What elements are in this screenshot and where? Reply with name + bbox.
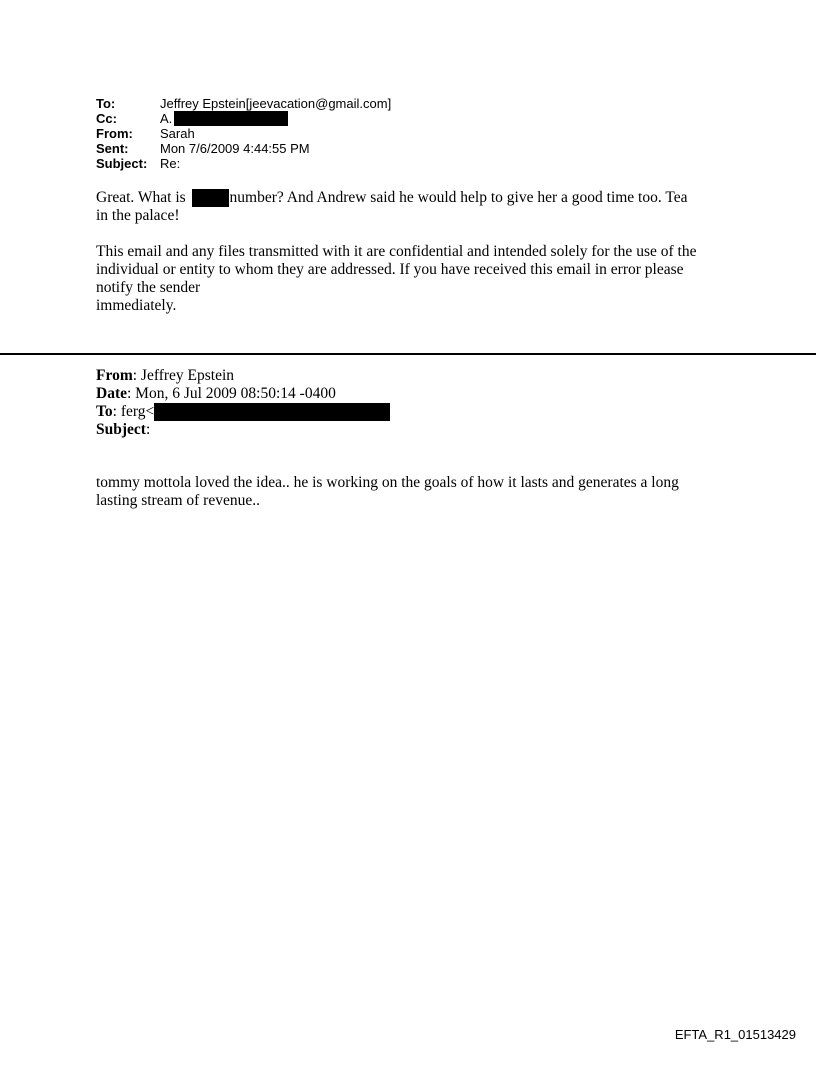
quoted-subject-label: Subject: [96, 421, 146, 438]
sent-value: Mon 7/6/2009 4:44:55 PM: [160, 141, 310, 156]
sent-label: Sent:: [96, 141, 129, 156]
quoted-to-row: [96, 403, 390, 421]
disclaimer: [96, 243, 736, 315]
redaction-box: [174, 111, 288, 126]
from-row: [96, 126, 391, 141]
to-row: [96, 96, 391, 111]
message-text-middle: number? And Andrew said he would help to give her a good time too. Tea: [229, 189, 688, 206]
cc-label: Cc:: [96, 111, 117, 126]
document-id: EFTA_R1_01513429: [674, 1027, 796, 1042]
to-label: To:: [96, 96, 116, 111]
quoted-message: [96, 474, 736, 510]
message-paragraph: [96, 189, 736, 225]
subject-label: Subject:: [96, 156, 148, 171]
quoted-from-row: [96, 367, 390, 385]
quoted-to-label: To: [96, 403, 113, 420]
quoted-from-value: : Jeffrey Epstein: [132, 367, 235, 384]
quoted-subject-row: [96, 421, 390, 439]
redaction-box: [192, 189, 229, 207]
disclaimer-line: This email and any files transmitted with it are confidential and intended solely for the use of the: [96, 243, 697, 260]
divider: [0, 353, 816, 355]
disclaimer-line: notify the sender: [96, 279, 201, 296]
subject-row: [96, 156, 391, 171]
redaction-box: [154, 403, 390, 421]
from-label: From:: [96, 126, 133, 141]
sent-row: [96, 141, 391, 156]
quoted-from-label: From: [96, 367, 133, 384]
disclaimer-line: individual or entity to whom they are addressed. If you have received this email in error please: [96, 261, 684, 278]
quoted-date-label: Date: [96, 385, 127, 402]
quoted-date-value: : Mon, 6 Jul 2009 08:50:14 -0400: [127, 385, 336, 402]
cc-row: [96, 111, 391, 126]
cc-value: A.: [160, 111, 173, 126]
email-header: [96, 96, 391, 171]
to-value: Jeffrey Epstein[jeevacation@gmail.com]: [160, 96, 392, 111]
quoted-message-line: tommy mottola loved the idea.. he is working on the goals of how it lasts and generates a long: [96, 474, 679, 491]
message-text-start: Great. What is: [96, 189, 186, 206]
subject-value: Re:: [160, 156, 181, 171]
quoted-header: [96, 367, 390, 439]
from-value: Sarah: [160, 126, 195, 141]
quoted-subject-value: :: [145, 421, 151, 438]
disclaimer-line: immediately.: [96, 297, 177, 314]
message-text-end: in the palace!: [96, 207, 180, 224]
quoted-to-value: : ferg<: [112, 403, 155, 420]
quoted-date-row: [96, 385, 390, 403]
quoted-message-line: lasting stream of revenue..: [96, 492, 260, 509]
